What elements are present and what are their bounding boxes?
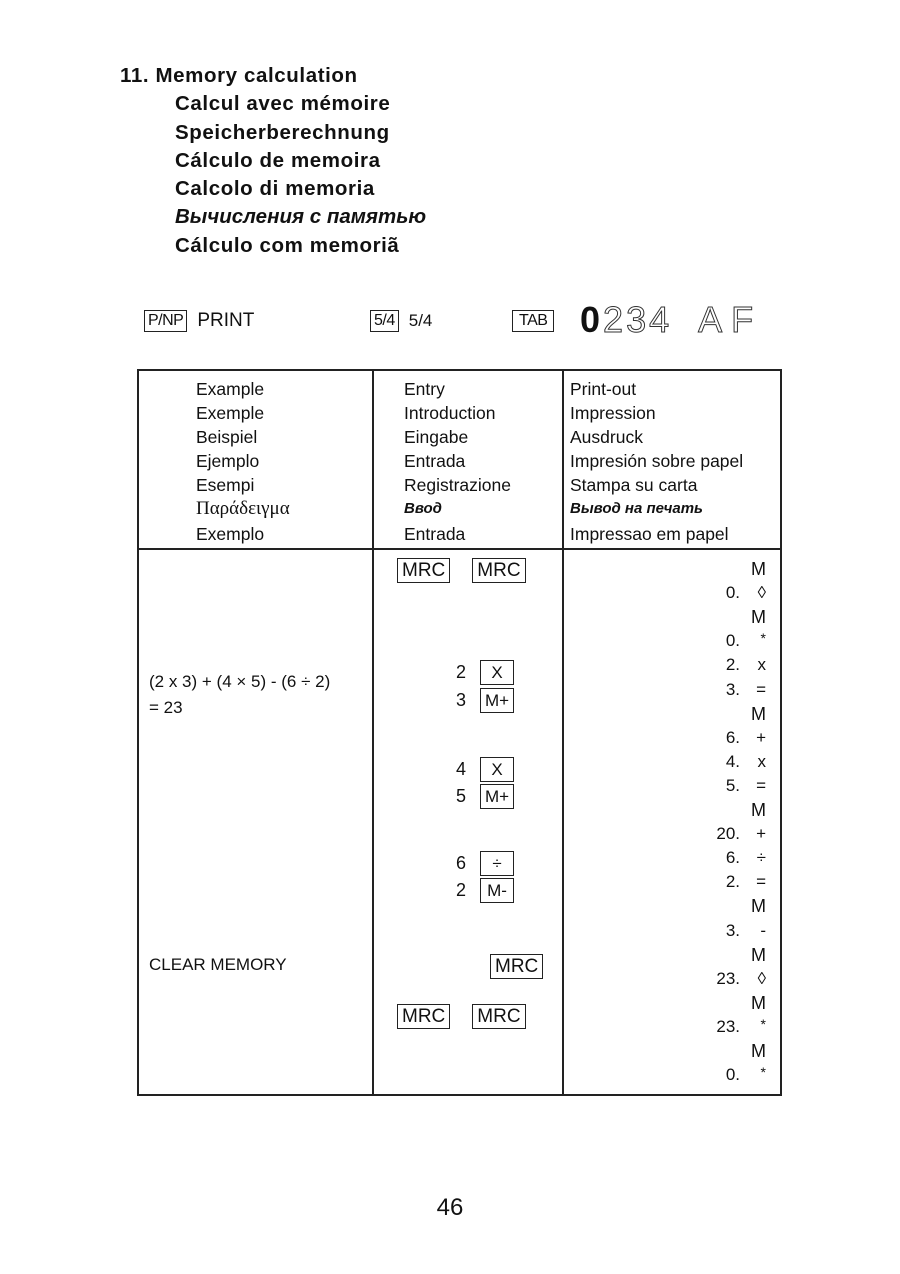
printout-value — [700, 798, 740, 822]
decimal-option: A — [698, 299, 726, 340]
printout-line — [700, 822, 766, 846]
memory-calculation-table — [137, 369, 782, 1096]
printout-value: 2. — [725, 655, 740, 675]
printout-symbol: = — [756, 679, 766, 699]
header-printout-fr: Impression — [570, 403, 656, 424]
printout-symbol: M — [751, 559, 766, 579]
printout-symbol: - — [760, 920, 766, 940]
printout-line — [700, 557, 766, 581]
header-printout — [570, 377, 743, 546]
column-divider — [372, 371, 374, 1094]
page-number: 46 — [436, 1194, 464, 1221]
printout-value: 2. — [725, 872, 740, 892]
decimal-option: F — [731, 299, 757, 340]
printout-symbol: = — [756, 872, 766, 892]
printout-symbol: + — [756, 727, 766, 747]
header-printout-pt: Impressao em papel — [570, 523, 729, 544]
printout-value: 3. — [725, 920, 740, 940]
entry-row — [456, 851, 514, 876]
printout-value: 0. — [725, 631, 740, 651]
printout-value: 5. — [725, 775, 740, 795]
printout-symbol: x — [757, 655, 766, 675]
m-plus-key: M+ — [480, 784, 514, 809]
printout-line — [700, 798, 766, 822]
printout-symbol: = — [756, 775, 766, 795]
header-entry-ru: Ввод — [404, 500, 442, 518]
printout-value: 0. — [725, 583, 740, 603]
header-entry — [404, 377, 511, 546]
decimal-option: 2 — [603, 299, 627, 340]
clear-memory-label: CLEAR MEMORY — [149, 955, 287, 974]
printout-line — [700, 870, 766, 894]
entry-row — [456, 688, 514, 713]
title-italian: Calcolo di memoria — [175, 177, 375, 201]
printout-symbol: * — [760, 1015, 766, 1032]
printout-line — [700, 653, 766, 677]
printout-value: 3. — [725, 679, 740, 699]
multiply-key: X — [480, 757, 514, 782]
header-entry-it: Registrazione — [404, 475, 511, 496]
tab-setting — [512, 310, 554, 332]
header-entry-pt: Entrada — [404, 523, 466, 544]
title-english: Memory calculation — [155, 64, 358, 87]
printout-symbol: ◊ — [757, 583, 766, 603]
printout-symbol: + — [756, 824, 766, 844]
title-german: Speicherberechnung — [175, 120, 390, 144]
entry-number: 2 — [456, 662, 467, 682]
entry-number: 5 — [456, 786, 467, 806]
tab-key: TAB — [512, 310, 554, 332]
title-french: Calcul avec mémoire — [175, 92, 391, 116]
pnp-key: P/NP — [144, 310, 187, 332]
column-divider — [562, 371, 564, 1094]
entry-row — [456, 784, 514, 809]
m-minus-key: M- — [480, 878, 514, 903]
header-example-es: Ejemplo — [196, 451, 260, 472]
header-example-pt: Exemplo — [196, 523, 265, 544]
printout-symbol: M — [751, 1041, 766, 1061]
printout-line — [700, 846, 766, 870]
section-title-block — [120, 62, 426, 260]
printout-value — [700, 943, 740, 967]
header-example-de: Beispiel — [196, 427, 258, 448]
entry-number: 6 — [456, 853, 467, 873]
printout-line — [700, 774, 766, 798]
example-formula: (2 x 3) + (4 × 5) - (6 ÷ 2) — [149, 672, 331, 691]
pnp-setting — [144, 310, 254, 332]
printout-line — [700, 629, 766, 653]
header-example-it: Esempi — [196, 475, 255, 496]
mrc-key: MRC — [397, 1004, 450, 1029]
printout-value: 23. — [716, 968, 740, 988]
header-entry-en: Entry — [404, 379, 445, 399]
title-portuguese: Cálculo com memoriã — [175, 233, 400, 257]
header-printout-es: Impresión sobre papel — [570, 451, 744, 472]
entry-number: 2 — [456, 880, 467, 900]
printout-line — [700, 919, 766, 943]
entry-row — [456, 660, 514, 685]
printout-value — [700, 894, 740, 918]
rounding-key: 5/4 — [370, 310, 399, 332]
printout-symbol: x — [757, 751, 766, 771]
printout-symbol: M — [751, 703, 766, 724]
header-example-en: Example — [196, 379, 265, 399]
entry-row — [456, 878, 514, 903]
printout-line — [700, 894, 766, 918]
divide-key: ÷ — [480, 851, 514, 876]
printout-symbol: M — [751, 992, 766, 1013]
mrc-key: MRC — [397, 558, 450, 583]
printout-symbol: ÷ — [756, 848, 766, 868]
header-printout-it: Stampa su carta — [570, 475, 698, 496]
header-example-el: Παράδειγμα — [196, 498, 290, 520]
printout-line — [700, 1039, 766, 1063]
title-spanish: Cálculo de memoira — [175, 148, 381, 172]
header-entry-fr: Introduction — [404, 403, 496, 424]
rounding-value: 5/4 — [408, 311, 433, 330]
entry-number: 4 — [456, 759, 467, 779]
printout-symbol: M — [751, 944, 766, 965]
mrc-key: MRC — [472, 1004, 525, 1029]
printout-line — [700, 726, 766, 750]
decimal-selector-display — [580, 300, 756, 340]
entry-number: 3 — [456, 690, 467, 710]
mrc-key: MRC — [490, 954, 543, 979]
printout-symbol: M — [751, 607, 766, 628]
printout-value — [700, 991, 740, 1015]
printout-value: 4. — [725, 751, 740, 771]
printout-line — [700, 605, 766, 629]
entry-row — [490, 954, 543, 979]
entry-row — [397, 558, 526, 583]
mrc-key: MRC — [472, 558, 525, 583]
header-printout-ru: Вывод на печать — [570, 500, 703, 518]
printout-value — [700, 605, 740, 629]
printout-value — [700, 557, 740, 581]
header-printout-en: Print-out — [570, 379, 637, 399]
header-printout-de: Ausdruck — [570, 427, 643, 448]
header-example — [196, 377, 290, 546]
printout-value: 23. — [716, 1016, 740, 1036]
header-example-fr: Exemple — [196, 403, 265, 424]
switch-settings-row — [144, 299, 804, 342]
printout-symbol: ◊ — [757, 968, 766, 988]
printout-value — [700, 702, 740, 726]
printout-value: 6. — [725, 848, 740, 868]
m-plus-key: M+ — [480, 688, 514, 713]
entry-row — [456, 757, 514, 782]
section-title-en — [120, 62, 426, 90]
multiply-key: X — [480, 660, 514, 685]
printout-line — [700, 1063, 766, 1087]
title-russian: Вычисления с памятью — [175, 205, 427, 229]
decimal-selected: 0 — [580, 299, 604, 340]
printout-line — [700, 991, 766, 1015]
printout-line — [700, 967, 766, 991]
rounding-setting — [370, 310, 432, 332]
printout-symbol: M — [751, 800, 766, 820]
printout-line — [700, 678, 766, 702]
decimal-option: 3 — [626, 299, 650, 340]
printout-symbol: * — [760, 630, 766, 647]
section-number: 11. — [120, 64, 150, 87]
header-divider — [139, 548, 780, 550]
printout-line — [700, 750, 766, 774]
printout-line — [700, 1015, 766, 1039]
decimal-option: 4 — [649, 299, 673, 340]
printout-symbol: M — [751, 896, 766, 917]
example-result: = 23 — [149, 698, 183, 717]
header-entry-de: Eingabe — [404, 427, 469, 448]
printout-value: 6. — [725, 727, 740, 747]
printout-line — [700, 581, 766, 605]
entry-row — [397, 1004, 526, 1029]
printout-value — [700, 1039, 740, 1063]
printout-symbol: * — [760, 1064, 766, 1081]
printout-value: 20. — [716, 824, 740, 844]
header-entry-es: Entrada — [404, 451, 466, 472]
printout-line — [700, 943, 766, 967]
printout-value: 0. — [725, 1065, 740, 1085]
printout-line — [700, 702, 766, 726]
pnp-value: PRINT — [197, 310, 255, 331]
